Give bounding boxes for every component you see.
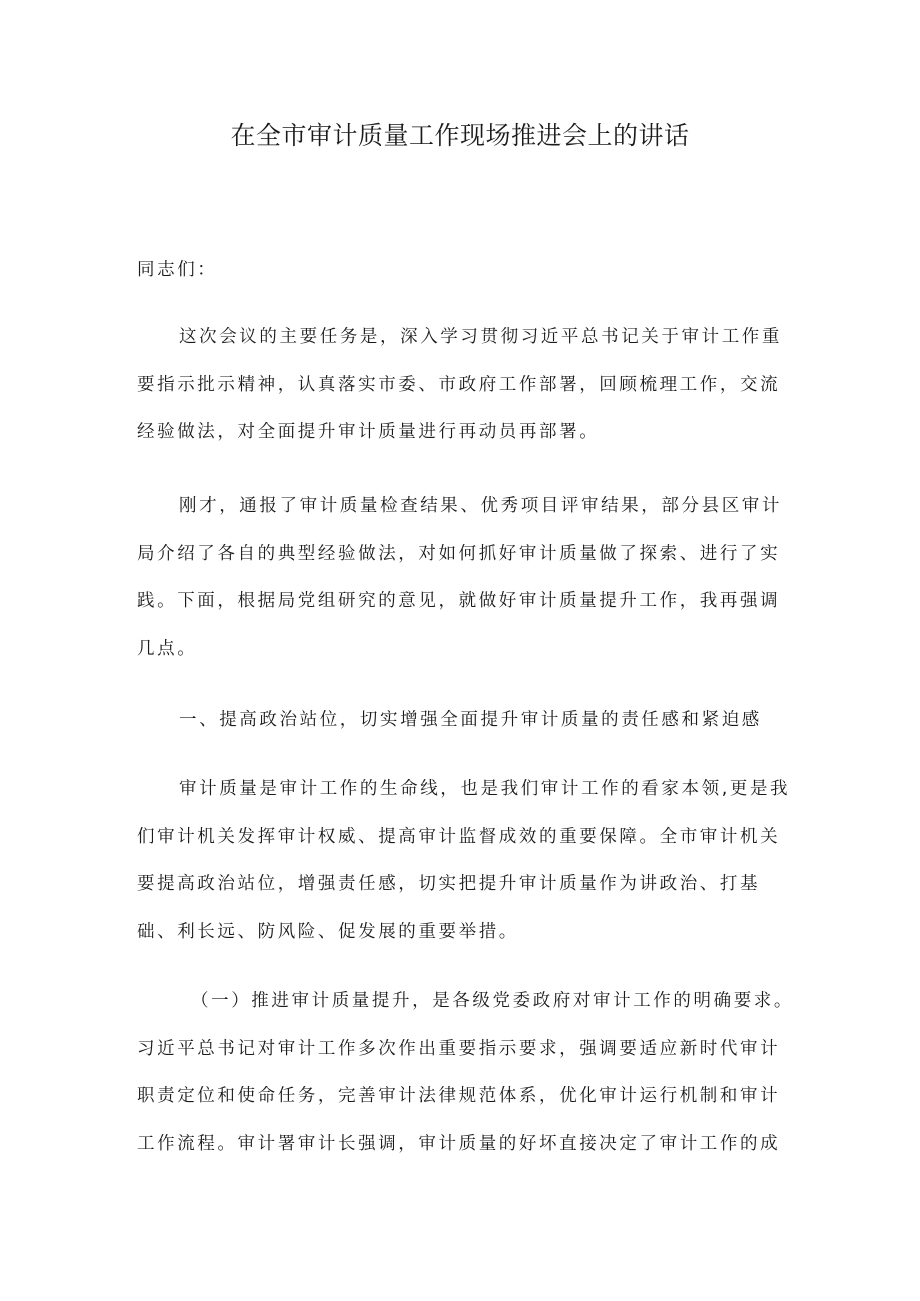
paragraph-subsection-1: （一）推进审计质量提升，是各级党委政府对审计工作的明确要求。习近平总书记对审计工作多次作出重要指示要求，强调要适应新时代审计职责定位和使命任务，完善审计法律规范体系，优化审计运行机制和审计工作流程。审计署审计长强调，审计质量的好坏直接决定了审计工作的成 [137,991,794,1154]
paragraph-quality: 审计质量是审计工作的生命线，也是我们审计工作的看家本领,更是我们审计机关发挥审计权威、提高审计监督成效的重要保障。全市审计机关要提高政治站位，增强责任感，切实把提升审计质量作为讲政治、打基础、利长远、防风险、促发展的重要举措。 [137,779,791,942]
document-title: 在全市审计质量工作现场推进会上的讲话 [230,121,690,150]
salutation: 同志们： [137,260,218,280]
section-heading-1: 一、提高政治站位，切实增强全面提升审计质量的责任感和紧迫感 [179,710,762,730]
paragraph-task: 这次会议的主要任务是，深入学习贯彻习近平总书记关于审计工作重要指示批示精神，认真落实市委、市政府工作部署，回顾梳理工作，交流经验做法，对全面提升审计质量进行再动员再部署。 [137,327,782,442]
paragraph-review: 刚才，通报了审计质量检查结果、优秀项目评审结果，部分县区审计局介绍了各自的典型经验做法，对如何抓好审计质量做了探索、进行了实践。下面，根据局党组研究的意见，就做好审计质量提升工作，我再强调几点。 [137,496,782,659]
